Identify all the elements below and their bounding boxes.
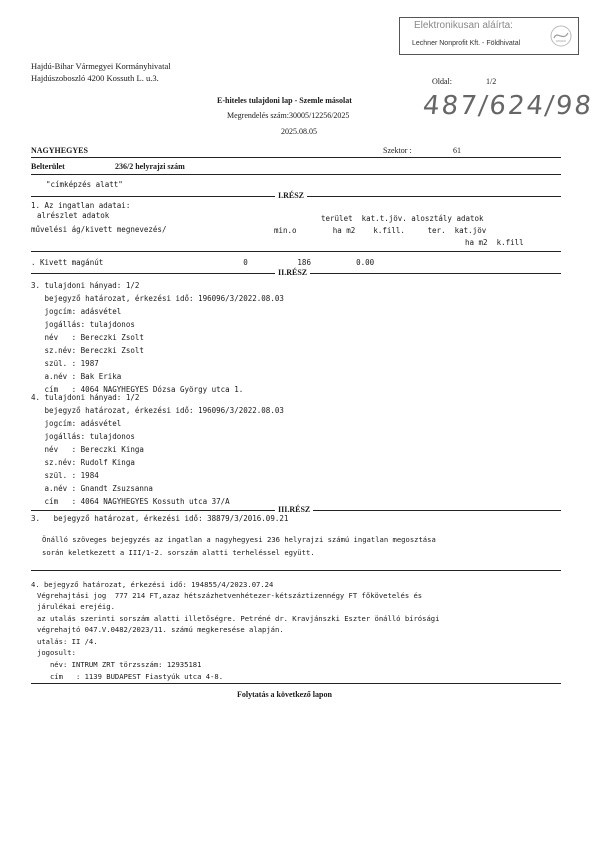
document-date: 2025.08.05 <box>281 127 317 136</box>
divider <box>31 683 561 684</box>
part1-row: művelési ág/kivett megnevezés/ <box>31 225 167 234</box>
encumbrance-line: járulékai erejéig. <box>37 602 115 611</box>
owner-line: jogállás: tulajdonos <box>31 320 135 329</box>
area-type: Belterület <box>31 162 65 171</box>
continuation-note: Folytatás a következő lapon <box>237 690 332 699</box>
divider <box>31 157 561 158</box>
owner-line: jogállás: tulajdonos <box>31 432 135 441</box>
divider <box>31 174 561 175</box>
page-number: 1/2 <box>486 77 497 86</box>
parcel-data-row: . Kivett magánút 0 186 0.00 <box>31 258 375 267</box>
encumbrance-line: név: INTRUM ZRT törzsszám: 12935181 <box>37 660 202 669</box>
encumbrance-text: Önálló szöveges bejegyzés az ingatlan a nagyhegyesi 236 helyrajzi számú ingatlan megosztása <box>42 535 436 544</box>
part1-heading: I.RÉSZ <box>275 191 307 201</box>
encumbrance-line: jogosult: <box>37 648 76 657</box>
part1-column-headers: terület kat.t.jöv. alosztály adatok <box>321 214 484 223</box>
part3-heading: III.RÉSZ <box>275 505 313 515</box>
encumbrance-line: cím : 1139 BUDAPEST Fiastyúk utca 4-8. <box>37 672 224 681</box>
part1-row: alrészlet adatok <box>37 211 110 220</box>
encumbrance-line: végrehajtó 047.V.0482/2023/11. számú megkeresése alapján. <box>37 625 284 634</box>
office-name: Hajdú-Bihar Vármegyei Kormányhivatal <box>31 61 171 71</box>
owner-line: jogcím: adásvétel <box>31 419 122 428</box>
address-note: "címképzés alatt" <box>46 180 123 189</box>
signature-title: Elektronikusan aláírta: <box>414 20 513 31</box>
owner-line: bejegyző határozat, érkezési idő: 196096/3/2022.08.03 <box>31 406 284 415</box>
part1-column-headers: min.o ha m2 k.fill. ter. kat.jöv <box>274 226 487 235</box>
encumbrance-line: 4. bejegyző határozat, érkezési idő: 194855/4/2023.07.24 <box>31 580 274 589</box>
sector-label: Szektor : <box>383 146 412 155</box>
encumbrance-line: Végrehajtási jog 777 214 FT,azaz hétszázhetvenhétezer-kétszáztizennégy FT főkövetelés és <box>37 591 423 600</box>
parcel-number: 236/2 helyrajzi szám <box>115 162 185 171</box>
owner-line: sz.név: Rudolf Kinga <box>31 458 135 467</box>
owner-line: név : Bereczki Kinga <box>31 445 144 454</box>
order-number: Megrendelés szám:30005/12256/2025 <box>227 111 350 120</box>
divider <box>31 570 561 571</box>
encumbrance-line: utalás: II /4. <box>37 637 98 646</box>
owner-line: szül. : 1984 <box>31 471 99 480</box>
owner-line: cím : 4064 NAGYHEGYES Dózsa György utca 1. <box>31 385 244 394</box>
owner-line: cím : 4064 NAGYHEGYES Kossuth utca 37/A <box>31 497 230 506</box>
owner-line: név : Bereczki Zsolt <box>31 333 144 342</box>
encumbrance-text: során keletkezett a III/1-2. sorszám alatti terheléssel együtt. <box>42 548 315 557</box>
signature-signer: Lechner Nonprofit Kft. - Földhivatal <box>412 40 521 47</box>
handwritten-reference: 487/624/98 <box>421 91 595 121</box>
seal-icon <box>549 24 573 48</box>
electronic-signature-box <box>399 17 579 55</box>
part1-row: 1. Az ingatlan adatai: <box>31 201 131 210</box>
page-label: Oldal: <box>432 77 452 86</box>
owner-line: 3. tulajdoni hányad: 1/2 <box>31 281 140 290</box>
town-name: NAGYHEGYES <box>31 146 88 155</box>
owner-line: sz.név: Bereczki Zsolt <box>31 346 144 355</box>
owner-line: jogcím: adásvétel <box>31 307 122 316</box>
part2-heading: II.RÉSZ <box>275 268 310 278</box>
office-address: Hajdúszoboszló 4200 Kossuth L. u.3. <box>31 73 159 83</box>
owner-line: a.név : Gnandt Zsuzsanna <box>31 484 153 493</box>
owner-line: szül. : 1987 <box>31 359 99 368</box>
owner-line: bejegyző határozat, érkezési idő: 196096/3/2022.08.03 <box>31 294 284 303</box>
owner-line: a.név : Bak Erika <box>31 372 122 381</box>
owner-line: 4. tulajdoni hányad: 1/2 <box>31 393 140 402</box>
encumbrance-head: 3. bejegyző határozat, érkezési idő: 38879/3/2016.09.21 <box>31 514 289 523</box>
sector-value: 61 <box>453 146 461 155</box>
document-title: E-hiteles tulajdoni lap - Szemle másolat <box>217 96 352 105</box>
part1-column-headers: ha m2 k.fill <box>465 238 524 247</box>
encumbrance-line: az utalás szerinti sorszám alatti illetőségre. Petréné dr. Kravjánszki Eszter önálló bírósági <box>37 614 440 623</box>
divider <box>31 251 561 252</box>
